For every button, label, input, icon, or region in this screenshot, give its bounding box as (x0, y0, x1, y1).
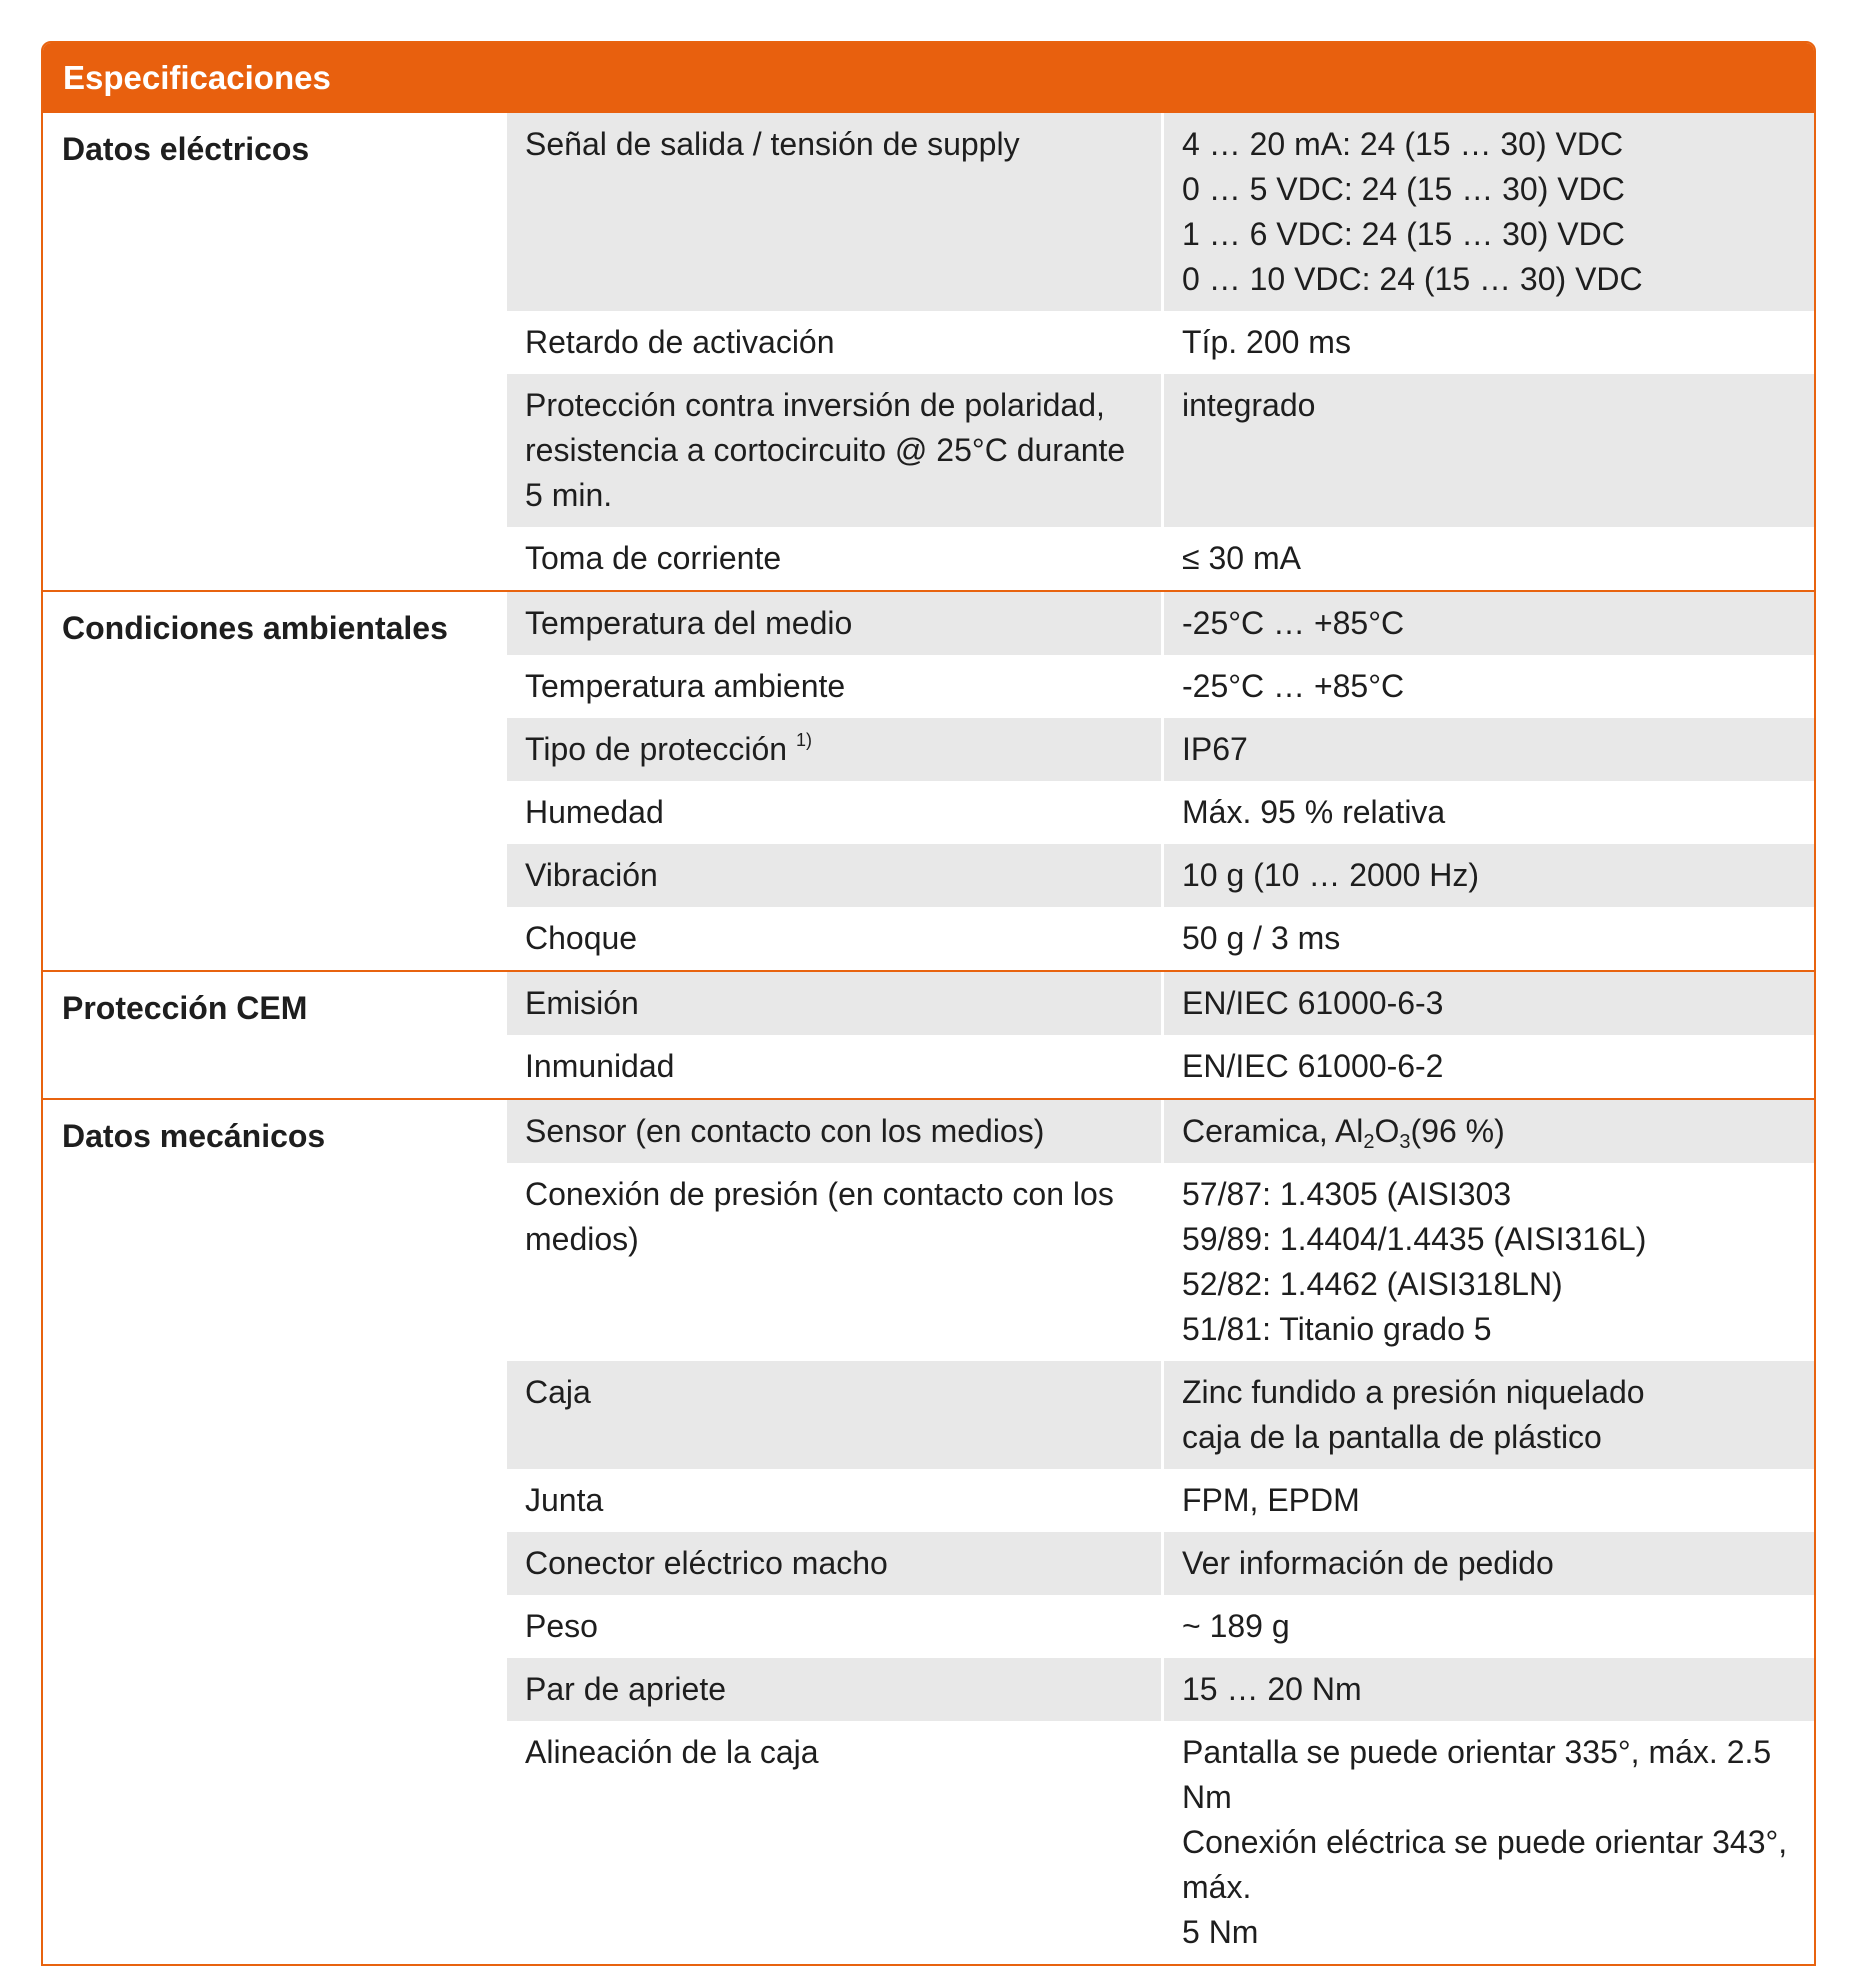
param-line (525, 320, 1143, 365)
value-line: 15 … 20 Nm (1182, 1671, 1362, 1707)
param-cell (507, 592, 1164, 655)
value-cell (1164, 1595, 1814, 1658)
param-cell (507, 1361, 1164, 1469)
value-cell (1164, 592, 1814, 655)
value-line: 1 … 6 VDC: 24 (15 … 30) VDC (1182, 216, 1625, 252)
value-cell (1164, 1532, 1814, 1595)
section-label: Protección CEM (62, 990, 308, 1026)
param-text: Choque (525, 920, 638, 956)
param-text: Señal de salida / tensión de supply (525, 126, 1020, 162)
param-line (525, 1370, 1143, 1415)
value-line: 50 g / 3 ms (1182, 920, 1341, 956)
value-cell (1164, 1658, 1814, 1721)
spec-row (507, 1100, 1814, 1163)
value-text: Ceramica, Al (1182, 1113, 1364, 1149)
param-cell (507, 655, 1164, 718)
param-text: Toma de corriente (525, 540, 782, 576)
param-cell (507, 1595, 1164, 1658)
spec-row (507, 1532, 1814, 1595)
param-line (525, 727, 1143, 772)
spec-row (507, 1163, 1814, 1361)
spec-row (507, 1361, 1814, 1469)
spec-row (507, 1658, 1814, 1721)
spec-row (507, 718, 1814, 781)
param-line (525, 981, 1143, 1026)
param-cell (507, 972, 1164, 1035)
spec-row (507, 907, 1814, 970)
param-text: Caja (525, 1374, 591, 1410)
spec-row (507, 592, 1814, 655)
param-line (525, 853, 1143, 898)
param-text: resistencia a cortocircuito @ 25°C durante 5 min. (525, 432, 1135, 513)
param-line (525, 428, 1143, 518)
value-line: Conexión eléctrica se puede orientar 343°, máx. (1182, 1824, 1797, 1905)
value-line: EN/IEC 61000-6-3 (1182, 985, 1444, 1021)
param-line (525, 1541, 1143, 1586)
param-text: Temperatura ambiente (525, 668, 846, 704)
section-rows (507, 113, 1814, 590)
value-cell (1164, 844, 1814, 907)
spec-row (507, 311, 1814, 374)
value-line: 0 … 10 VDC: 24 (15 … 30) VDC (1182, 261, 1643, 297)
value-line: 57/87: 1.4305 (AISI303 (1182, 1176, 1512, 1212)
value-line: Zinc fundido a presión niquelado (1182, 1374, 1645, 1410)
param-line (525, 664, 1143, 709)
value-cell (1164, 374, 1814, 527)
value-line: 59/89: 1.4404/1.4435 (AISI316L) (1182, 1221, 1647, 1257)
value-line: integrado (1182, 387, 1316, 423)
param-text: Junta (525, 1482, 604, 1518)
spec-row (507, 1721, 1814, 1964)
param-line (525, 1478, 1143, 1523)
param-cell (507, 1100, 1164, 1163)
param-text: Par de apriete (525, 1671, 727, 1707)
param-cell (507, 844, 1164, 907)
section-label: Datos eléctricos (62, 131, 310, 167)
spec-row (507, 1469, 1814, 1532)
param-line (525, 1667, 1143, 1712)
param-text: Temperatura del medio (525, 605, 853, 641)
param-text: Vibración (525, 857, 658, 893)
value-cell (1164, 527, 1814, 590)
param-cell (507, 1721, 1164, 1964)
value-cell (1164, 1469, 1814, 1532)
value-line: Ver información de pedido (1182, 1545, 1554, 1581)
param-cell (507, 374, 1164, 527)
spec-row (507, 527, 1814, 590)
spec-row (507, 972, 1814, 1035)
spec-row (507, 781, 1814, 844)
value-line: FPM, EPDM (1182, 1482, 1360, 1518)
value-cell (1164, 113, 1814, 311)
param-line (525, 1604, 1143, 1649)
value-line: 52/82: 1.4462 (AISI318LN) (1182, 1266, 1563, 1302)
value-line: 4 … 20 mA: 24 (15 … 30) VDC (1182, 126, 1624, 162)
param-text: Retardo de activación (525, 324, 835, 360)
param-line (525, 1172, 1143, 1262)
spec-row (507, 1595, 1814, 1658)
param-line (525, 1109, 1143, 1154)
value-text: O (1374, 1113, 1400, 1149)
param-text: Peso (525, 1608, 598, 1644)
subscript: 2 (1363, 1131, 1375, 1153)
value-line: 51/81: Titanio grado 5 (1182, 1311, 1492, 1347)
spec-section (43, 1098, 1814, 1964)
spec-row (507, 655, 1814, 718)
value-line: ~ 189 g (1182, 1608, 1290, 1644)
table-title: Especificaciones (43, 43, 1814, 113)
value-cell (1164, 1035, 1814, 1098)
sections-container (43, 113, 1814, 1964)
section-label: Datos mecánicos (62, 1118, 326, 1154)
value-line: ≤ 30 mA (1182, 540, 1301, 576)
section-rows (507, 592, 1814, 970)
param-line (525, 536, 1143, 581)
value-cell (1164, 1361, 1814, 1469)
param-cell (507, 311, 1164, 374)
value-line: 0 … 5 VDC: 24 (15 … 30) VDC (1182, 171, 1625, 207)
spec-section (43, 590, 1814, 970)
param-line (525, 122, 1143, 167)
spec-row (507, 1035, 1814, 1098)
param-line (525, 790, 1143, 835)
param-text: Alineación de la caja (525, 1734, 819, 1770)
param-text: Sensor (en contacto con los medios) (525, 1113, 1045, 1149)
spec-row (507, 113, 1814, 311)
param-text: Humedad (525, 794, 664, 830)
param-cell (507, 1469, 1164, 1532)
param-line (525, 916, 1143, 961)
value-cell (1164, 781, 1814, 844)
param-text: Emisión (525, 985, 639, 1021)
value-line: -25°C … +85°C (1182, 668, 1405, 704)
value-line (1182, 1109, 1796, 1154)
footnote-marker: 1) (795, 730, 812, 750)
subscript: 3 (1399, 1131, 1411, 1153)
value-line: Pantalla se puede orientar 335°, máx. 2.5 Nm (1182, 1734, 1781, 1815)
param-line (525, 1044, 1143, 1089)
section-rows (507, 972, 1814, 1098)
param-line (525, 1730, 1143, 1775)
param-cell (507, 1658, 1164, 1721)
value-cell (1164, 907, 1814, 970)
value-cell (1164, 718, 1814, 781)
param-cell (507, 1035, 1164, 1098)
spec-section (43, 113, 1814, 590)
param-cell (507, 113, 1164, 311)
value-line: EN/IEC 61000-6-2 (1182, 1048, 1444, 1084)
section-label: Condiciones ambientales (62, 610, 448, 646)
value-line: IP67 (1182, 731, 1248, 767)
param-cell (507, 1163, 1164, 1361)
param-text: Conexión de presión (en contacto con los medios) (525, 1176, 1123, 1257)
value-cell (1164, 1721, 1814, 1964)
value-cell (1164, 655, 1814, 718)
value-line: -25°C … +85°C (1182, 605, 1405, 641)
value-line: Máx. 95 % relativa (1182, 794, 1446, 830)
value-cell (1164, 1100, 1814, 1163)
param-cell (507, 907, 1164, 970)
param-text: Tipo de protección (525, 731, 788, 767)
value-cell (1164, 311, 1814, 374)
value-line: 5 Nm (1182, 1914, 1259, 1950)
value-line: caja de la pantalla de plástico (1182, 1419, 1602, 1455)
spec-row (507, 374, 1814, 527)
param-cell (507, 718, 1164, 781)
param-cell (507, 527, 1164, 590)
value-line: 10 g (10 … 2000 Hz) (1182, 857, 1480, 893)
value-cell (1164, 972, 1814, 1035)
param-text: Protección contra inversión de polaridad, (525, 387, 1105, 423)
spec-table (41, 41, 1816, 1966)
value-cell (1164, 1163, 1814, 1361)
value-line: Típ. 200 ms (1182, 324, 1351, 360)
param-line (525, 383, 1143, 428)
param-text: Conector eléctrico macho (525, 1545, 888, 1581)
spec-row (507, 844, 1814, 907)
param-cell (507, 1532, 1164, 1595)
param-line (525, 601, 1143, 646)
section-rows (507, 1100, 1814, 1964)
value-text: (96 %) (1410, 1113, 1505, 1149)
spec-section (43, 970, 1814, 1098)
param-cell (507, 781, 1164, 844)
param-text: Inmunidad (525, 1048, 675, 1084)
